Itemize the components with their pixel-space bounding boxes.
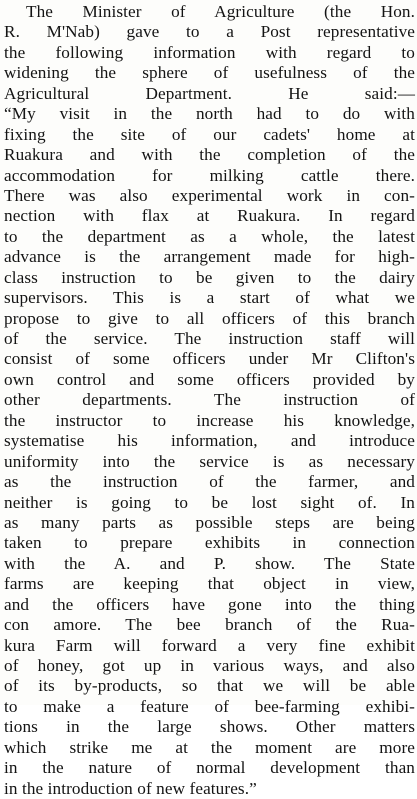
article-line: in the introduction of new features.” (4, 778, 257, 798)
article-line: kura Farm will forward a very fine exhibit (4, 635, 415, 655)
article-line: of the service. The instruction staff will (4, 329, 415, 348)
article-line: the following information with regard to (4, 42, 415, 62)
article-line: widening the sphere of usefulness of the (4, 63, 415, 83)
article-line: Ruakura and with the completion of the (4, 145, 415, 165)
article-line: propose to give to all officers of this branch (4, 308, 415, 328)
article-line: with the A. and P. show. The State (4, 553, 415, 573)
article-line: as the instruction of the farmer, and (4, 472, 415, 492)
article-line: nection with flax at Ruakura. In regard (4, 206, 415, 226)
article-line: The Minister of Agriculture (the Hon. (26, 2, 415, 21)
article-line: tions in the large shows. Other matters (4, 717, 415, 737)
article-line: and the officers have gone into the thing (4, 594, 415, 614)
article-line: to the department as a whole, the latest (4, 226, 415, 246)
article-line: of its by-products, so that we will be able (4, 676, 415, 696)
article-line: other departments. The instruction of (4, 390, 415, 410)
article-line: supervisors. This is a start of what we (4, 288, 415, 308)
article-line: There was also experimental work in con- (4, 185, 415, 205)
article-line: own control and some officers provided by (4, 369, 415, 389)
article-line: farms are keeping that object in view, (4, 574, 415, 594)
article-line: fixing the site of our cadets' home at (4, 124, 415, 144)
article-line: of honey, got up in various ways, and also (4, 656, 415, 675)
article-line: systematise his information, and introduce (4, 431, 415, 451)
article-line: which strike me at the moment are more (4, 737, 415, 757)
article-line: R. M'Nab) gave to a Post representative (4, 22, 415, 42)
article-line: the instructor to increase his knowledge, (4, 410, 415, 430)
article-line: class instruction to be given to the dairy (4, 267, 415, 287)
article-line: as many parts as possible steps are being (4, 512, 415, 532)
article-line: in the nature of normal development than (4, 758, 415, 778)
article-line: accommodation for milking cattle there. (4, 165, 415, 185)
article-line: uniformity into the service is as necessary (4, 451, 415, 471)
article-line: con amore. The bee branch of the Rua- (4, 615, 415, 635)
article-line: neither is going to be lost sight of. In (4, 492, 415, 512)
article-column (4, 2, 415, 799)
article-line: Agricultural Department. He said:— (4, 83, 415, 103)
article-line: consist of some officers under Mr Clifton's (4, 349, 415, 369)
article-line: “My visit in the north had to do with (4, 104, 415, 124)
article-line: to make a feature of bee-farming exhibi- (4, 696, 415, 716)
article-line: taken to prepare exhibits in connection (4, 533, 415, 553)
article-line: advance is the arrangement made for high- (4, 247, 415, 267)
